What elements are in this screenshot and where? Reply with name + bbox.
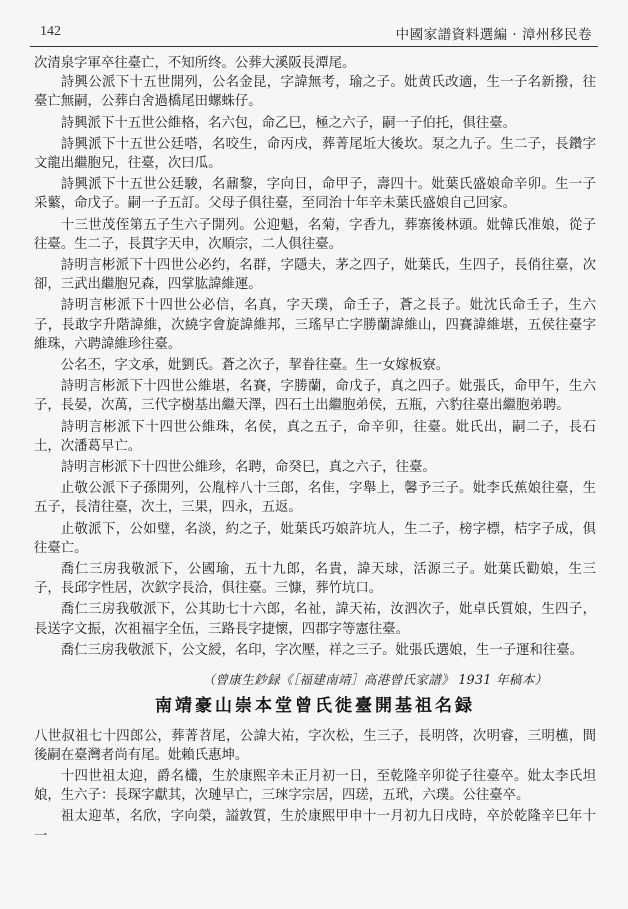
genealogy-entry: 詩興派下十五世公廷駿，名鼐黎，字向日，命甲子，壽四十。妣葉氏盛娘命辛卯。生一子采蘩，命戊子。嗣一子五訂。父母子俱往臺，至同治十年辛未葉氏盛娘自己回家。 (34, 177, 596, 212)
running-title: 中國家譜資料選編 · 漳州移民卷 (395, 27, 592, 43)
page-header (0, 0, 628, 50)
section-title: 南靖豪山崇本堂曾氏徙臺開基祖名録 (155, 696, 475, 717)
genealogy-entry: 十三世茂侄第五子生六子開列。公迎魁，名菊，字香九，葬寨後林頭。妣韓氏准娘，從子往臺。生二子，長貫字天申，次順宗，二人俱往臺。 (34, 217, 596, 252)
genealogy-entry: 喬仁三房我敬派下，公文綬，名印，字次壓，祥之三子。妣張氏選娘，生一子運和往臺。 (60, 642, 584, 658)
genealogy-entry: 詩興派下十五世公維格，名六包，命乙巳，極之六子，嗣一子伯托，俱往臺。 (60, 115, 517, 131)
genealogy-entry: 喬仁三房我敬派下，公國瑜，五十九郎，名貴，諱天球，活源三子。妣葉氏勸娘，生三子，長邱字性居，次欽字長洽，俱往臺。三慷，葬竹坑口。 (34, 562, 596, 597)
genealogy-entry: 詩明言彬派下十四世公維珠，名侯，真之五子，命辛卯，往臺。妣氏出，嗣二子，長石土，次潘葛早亡。 (34, 419, 596, 454)
genealogy-entry: 詩興派下十五世公廷嗒，名咬生，命丙戌，葬菁尾坵大後坎。泵之九子。生二子，長鑽字文龍出繼胞兄，往臺，次曰瓜。 (34, 136, 596, 172)
source-citation: （曾康生鈔録《［福建南靖］高港曾氏家譜》 1931 年稿本） (202, 672, 548, 688)
section-entry: 十四世祖太迎，爵名欉，生於康熙辛未正月初一日，至乾隆辛卯從子往臺卒。妣太李氏坦娘，生六子：長琛字獻其，次璉早亡，三琜字宗居，四瑳，五玳，六璞。公往臺卒。 (34, 768, 596, 804)
page-number: 142 (40, 24, 61, 39)
genealogy-entry: 次清泉字軍卒往臺亡，不知所终。公葬大溪阪長潭尾。 (34, 56, 356, 71)
header-rule (30, 46, 598, 47)
page-body (34, 54, 596, 846)
genealogy-entry: 止敬公派下子孫開列，公胤梓八十三郎，名隹，字舉上，馨予三子。妣李氏蕉娘往臺，生五子，長清往臺，次土，三果，四永，五返。 (34, 481, 596, 516)
genealogy-entry: 詩明言彬派下十四世公維珍，名聘，命癸巳，真之六子，往臺。 (60, 460, 436, 476)
genealogy-entry: 詩興公派下十五世開列，公名金昆，字諱無考，瑜之子。妣黄氏改適，生一子名新撥，往臺亡無嗣，公葬白舍過橋尾田螺蛛仔。 (34, 75, 596, 110)
genealogy-entry: 詩明言彬派下十四世公必信，名真，字天璞，命壬子，蒼之長子。妣沈氏命壬子，生六子，長敢字升階諱維，次繞字會旋諱維邦，三瑤早亡字勝蘭諱維山，四賽諱維堪，五侯往臺字維珠，六聘諱維珍往臺。 (34, 298, 596, 352)
section-entry: 八世叔祖七十四郎公，葬菁苕尾，公諱大祐，字次松，生三子，長明啓，次明睿，三明櫵，間後嗣在臺灣者尚有尾。妣賴氏惠坤。 (34, 728, 596, 763)
genealogy-entry: 詩明言彬派下十四世公必约，名群，字隱夫，茅之四子，妣葉氏，生四子，長俏往臺，次卻，三武出繼胞兄森，四掌肱諱維運。 (34, 258, 596, 293)
genealogy-entry: 止敬派下，公如璧，名淡，約之子，妣葉氏巧娘許坑人，生二子，榜字標，桔字子成，俱往臺亡。 (34, 521, 596, 556)
genealogy-entry: 詩明言彬派下十四世公維堪，名賽，字勝蘭，命戊子，真之四子。妣張氏，命甲午，生六子，長晏，次萬，三代字樹基出繼天澤，四石土出繼胞弟侯，五瓶，六豹往臺出繼胞弟聘。 (34, 379, 596, 414)
genealogy-entry: 喬仁三房我敬派下，公其助七十六郎，名祉，諱天祐，汝泗次子，妣卓氏質娘，生四子，長送字文振，次祖福字全伍，三路長字捷懷，四郡字等憲往臺。 (34, 602, 596, 637)
genealogy-entry: 公名丕，字文承，妣劉氏。蒼之次子，挈眷往臺。生一女嫁板寮。 (60, 358, 450, 374)
section-entry: 祖太迎革，名欣，字向榮，謚敦質，生於康熙甲申十一月初九日戌時，卒於乾隆辛巳年十一 (34, 809, 596, 844)
